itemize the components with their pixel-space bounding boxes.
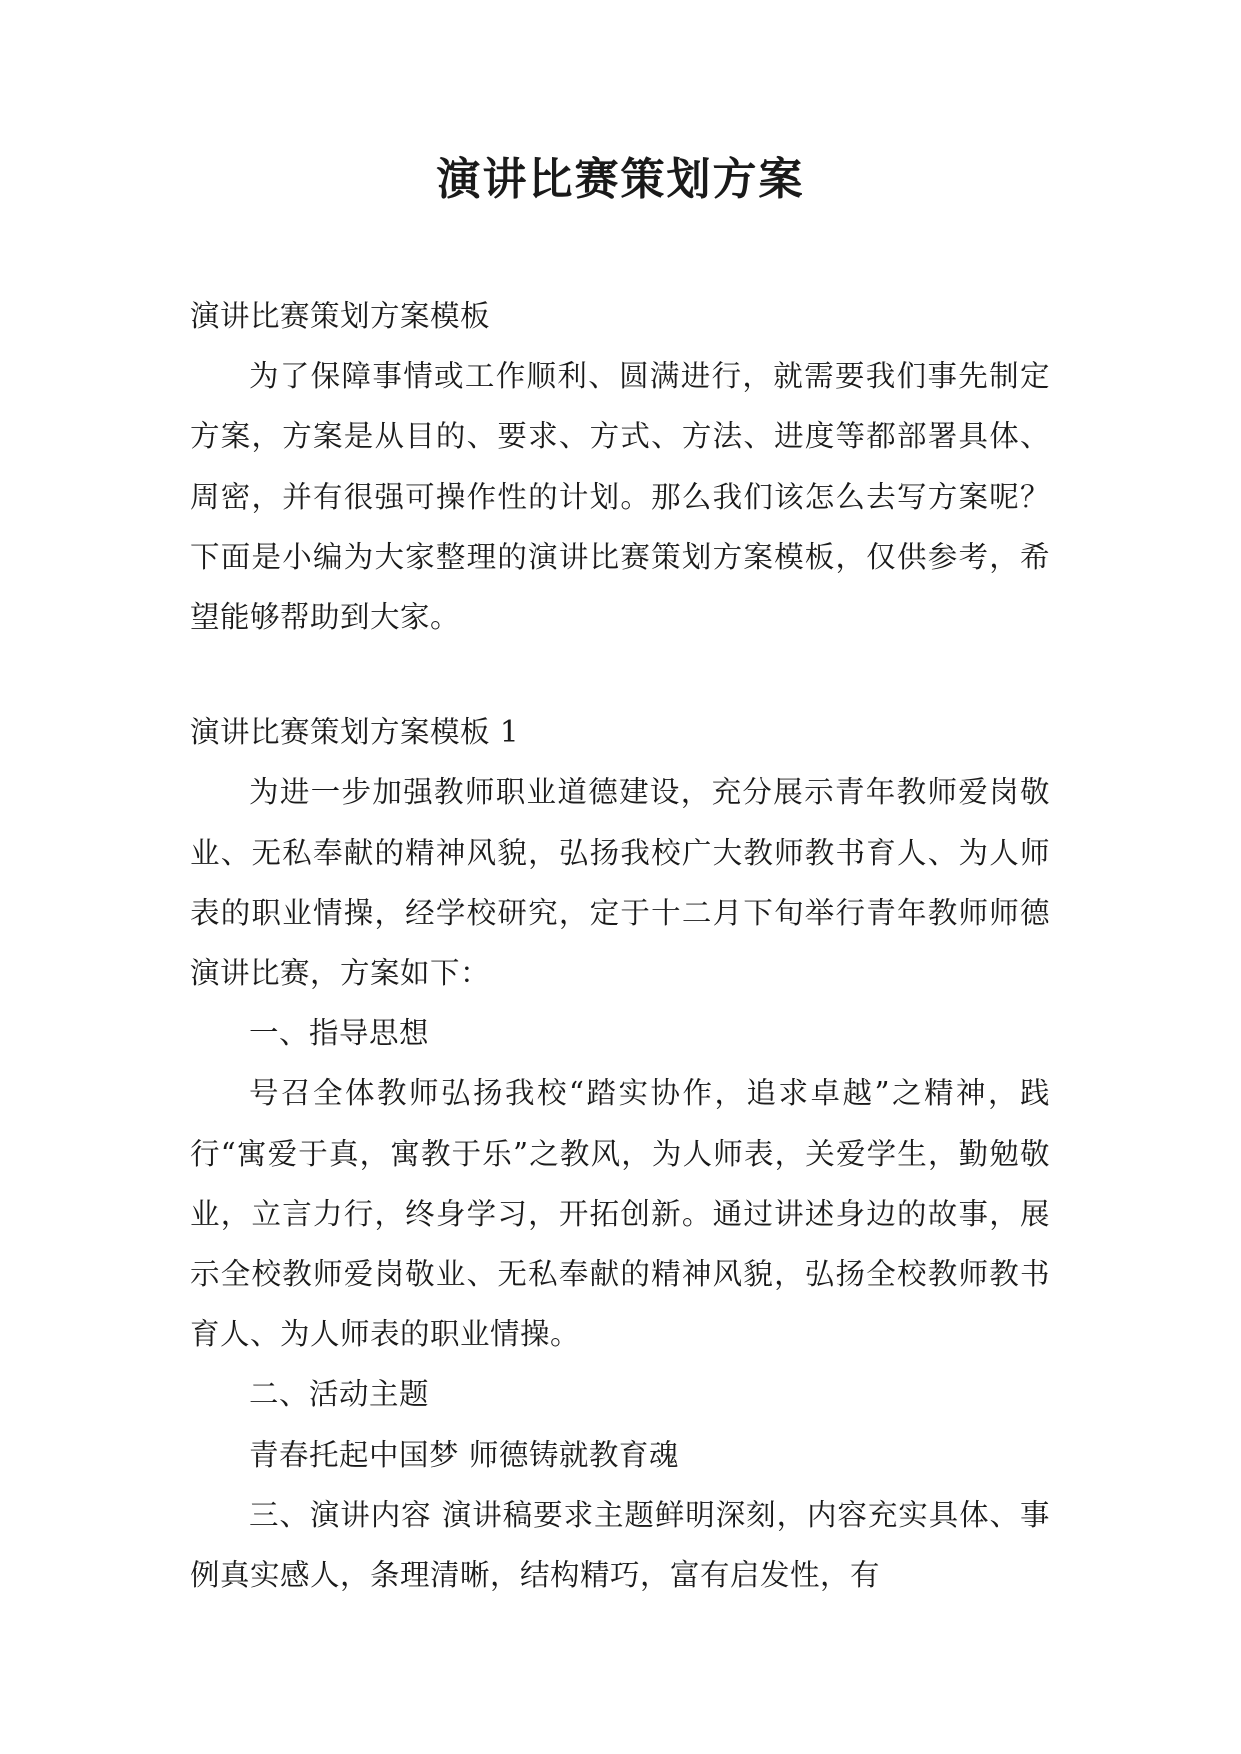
speech-content-paragraph: 三、演讲内容 演讲稿要求主题鲜明深刻，内容充实具体、事例真实感人，条理清晰，结构精巧，富有启发性，有 [190, 1497, 1050, 1593]
section-heading: 演讲比赛策划方案模板 1 [190, 715, 520, 750]
purpose-paragraph: 为进一步加强教师职业道德建设，充分展示青年教师爱岗敬业、无私奉献的精神风貌，弘扬我校广大教师教书育人、为人师表的职业情操，经学校研究，定于十二月下旬举行青年教师师德演讲比赛，方案如下： [190, 775, 1050, 991]
guiding-ideology-paragraph: 号召全体教师弘扬我校“踏实协作，追求卓越”之精神，践行“寓爱于真，寓教于乐”之教风，为人师表，关爱学生，勤勉敬业，立言力行，终身学习，开拓创新。通过讲述身边的故事，展示全校教师爱岗敬业、无私奉献的精神风貌，弘扬全校教师教书育人、为人师表的职业情操。 [190, 1076, 1050, 1352]
template-subtitle: 演讲比赛策划方案模板 [190, 299, 491, 333]
heading-activity-theme: 二、活动主题 [249, 1377, 430, 1412]
document-title: 演讲比赛策划方案 [436, 154, 805, 205]
paragraph-gap [190, 647, 1050, 702]
heading-guiding-ideology: 一、指导思想 [249, 1016, 430, 1051]
activity-theme-paragraph: 青春托起中国梦 师德铸就教育魂 [249, 1437, 679, 1472]
document-body [190, 286, 1050, 1605]
intro-paragraph: 为了保障事情或工作顺利、圆满进行，就需要我们事先制定方案，方案是从目的、要求、方式、方法、进度等都部署具体、周密，并有很强可操作性的计划。那么我们该怎么去写方案呢？下面是小编为大家整理的演讲比赛策划方案模板，仅供参考，希望能够帮助到大家。 [190, 359, 1050, 635]
